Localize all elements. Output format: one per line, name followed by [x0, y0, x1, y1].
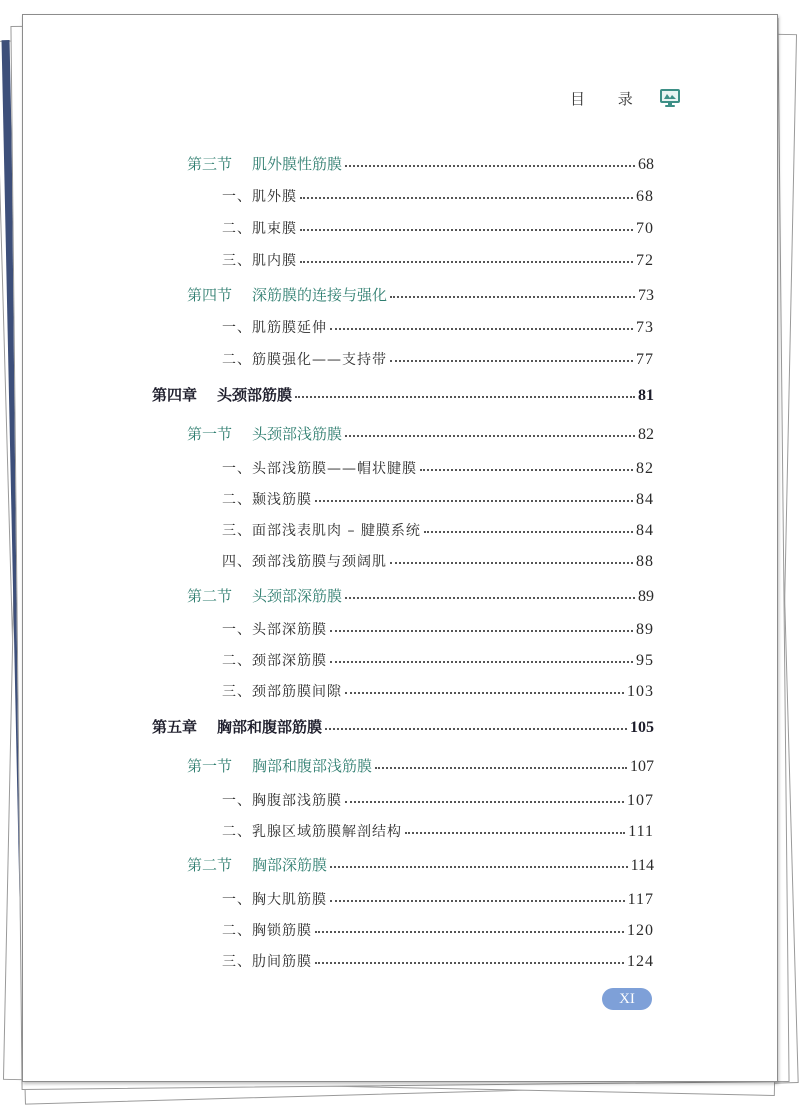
page-number: 73: [636, 319, 654, 336]
subsection-title: 三、肌内膜: [222, 253, 297, 269]
toc-subsection-entry[interactable]: [222, 646, 654, 670]
subsection-title: 四、颈部浅筋膜与颈阔肌: [222, 554, 387, 570]
page-number: 72: [636, 252, 654, 269]
toc-subsection-entry[interactable]: [222, 786, 654, 810]
leader-dots: [300, 197, 633, 199]
page-number: 84: [636, 491, 654, 508]
toc-chapter-entry[interactable]: [152, 713, 654, 737]
leader-dots: [345, 435, 635, 437]
section-number: 第二节: [187, 856, 233, 874]
page-number: 103: [627, 683, 654, 700]
subsection-title: 二、颞浅筋膜: [222, 492, 312, 508]
toc-subsection-entry[interactable]: [222, 214, 654, 238]
toc-subsection-entry[interactable]: [222, 182, 654, 206]
chapter-title: 头颈部筋膜: [217, 386, 293, 404]
subsection-title: 三、颈部筋膜间隙: [222, 684, 342, 700]
page-number: 117: [627, 891, 654, 908]
section-title: 头颈部浅筋膜: [252, 425, 343, 443]
chapter-number: 第四章: [152, 386, 198, 404]
leader-dots: [330, 900, 625, 902]
subsection-title: 一、头部深筋膜: [222, 622, 327, 638]
toc-subsection-entry[interactable]: [222, 677, 654, 701]
toc-section-entry[interactable]: [187, 281, 654, 305]
subsection-title: 一、胸大肌筋膜: [222, 892, 327, 908]
page-number: 120: [627, 922, 654, 939]
page-number: 124: [627, 953, 654, 970]
subsection-title: 一、肌外膜: [222, 189, 297, 205]
toc-section-entry[interactable]: [187, 752, 654, 776]
page-number: 95: [636, 652, 654, 669]
toc-section-entry[interactable]: [187, 582, 654, 606]
subsection-title: 二、筋膜强化——支持带: [222, 352, 387, 368]
leader-dots: [345, 597, 635, 599]
toc-subsection-entry[interactable]: [222, 345, 654, 369]
leader-dots: [315, 962, 624, 964]
subsection-title: 二、颈部深筋膜: [222, 653, 327, 669]
toc-section-entry[interactable]: [187, 420, 654, 444]
toc-subsection-entry[interactable]: [222, 485, 654, 509]
toc-subsection-entry[interactable]: [222, 516, 654, 540]
leader-dots: [405, 832, 625, 834]
section-number: 第三节: [187, 155, 233, 173]
leader-dots: [330, 328, 633, 330]
page-number: 89: [638, 588, 654, 605]
page-number: 107: [627, 792, 654, 809]
leader-dots: [330, 630, 633, 632]
chapter-title: 胸部和腹部筋膜: [217, 718, 323, 736]
toc-section-entry[interactable]: [187, 851, 654, 875]
page-number: 84: [636, 522, 654, 539]
leader-dots: [390, 360, 633, 362]
subsection-title: 一、肌筋膜延伸: [222, 320, 327, 336]
toc-subsection-entry[interactable]: [222, 454, 654, 478]
subsection-title: 二、肌束膜: [222, 221, 297, 237]
toc-subsection-entry[interactable]: [222, 817, 654, 841]
leader-dots: [390, 562, 633, 564]
toc-subsection-entry[interactable]: [222, 615, 654, 639]
page-number: 68: [636, 188, 654, 205]
page-number: 111: [628, 823, 654, 840]
subsection-title: 二、胸锁筋膜: [222, 923, 312, 939]
leader-dots: [315, 931, 624, 933]
page-number: 82: [638, 426, 654, 443]
subsection-title: 三、面部浅表肌肉 – 腱膜系统: [222, 523, 421, 539]
leader-dots: [325, 728, 627, 730]
leader-dots: [330, 866, 628, 868]
section-title: 头颈部深筋膜: [252, 587, 343, 605]
leader-dots: [295, 396, 635, 398]
header-label: 目 录: [570, 89, 647, 108]
toc-subsection-entry[interactable]: [222, 885, 654, 909]
leader-dots: [300, 229, 633, 231]
page-number: 81: [638, 387, 654, 404]
chapter-number: 第五章: [152, 718, 198, 736]
page-number: 77: [636, 351, 654, 368]
toc-subsection-entry[interactable]: [222, 547, 654, 571]
page-number: 114: [630, 857, 654, 874]
leader-dots: [375, 767, 627, 769]
leader-dots: [345, 801, 624, 803]
leader-dots: [300, 261, 633, 263]
page-number: 73: [638, 287, 654, 304]
section-title: 胸部和腹部浅筋膜: [252, 757, 373, 775]
leader-dots: [390, 296, 635, 298]
toc-subsection-entry[interactable]: [222, 947, 654, 971]
toc-subsection-entry[interactable]: [222, 313, 654, 337]
page-number: 89: [636, 621, 654, 638]
page-number: 68: [638, 156, 654, 173]
page-number: 82: [636, 460, 654, 477]
subsection-title: 三、肋间筋膜: [222, 954, 312, 970]
leader-dots: [330, 661, 633, 663]
section-title: 胸部深筋膜: [252, 856, 328, 874]
leader-dots: [420, 469, 633, 471]
page-number: 107: [630, 758, 654, 775]
monitor-icon: [659, 88, 681, 108]
leader-dots: [315, 500, 633, 502]
leader-dots: [424, 531, 633, 533]
section-title: 肌外膜性筋膜: [252, 155, 343, 173]
section-number: 第二节: [187, 587, 233, 605]
section-number: 第一节: [187, 425, 233, 443]
page-number: 70: [636, 220, 654, 237]
running-header: [570, 87, 681, 109]
subsection-title: 一、头部浅筋膜——帽状腱膜: [222, 461, 417, 477]
page-number: 105: [630, 719, 654, 736]
leader-dots: [345, 165, 635, 167]
section-title: 深筋膜的连接与强化: [252, 286, 388, 304]
section-number: 第一节: [187, 757, 233, 775]
page-number-label: XI: [619, 990, 635, 1007]
toc-section-entry[interactable]: [187, 150, 654, 174]
subsection-title: 二、乳腺区域筋膜解剖结构: [222, 824, 402, 840]
toc-chapter-entry[interactable]: [152, 381, 654, 405]
toc-subsection-entry[interactable]: [222, 916, 654, 940]
page-number-badge: [602, 988, 652, 1010]
section-number: 第四节: [187, 286, 233, 304]
leader-dots: [345, 692, 624, 694]
subsection-title: 一、胸腹部浅筋膜: [222, 793, 342, 809]
toc-subsection-entry[interactable]: [222, 246, 654, 270]
page-number: 88: [636, 553, 654, 570]
